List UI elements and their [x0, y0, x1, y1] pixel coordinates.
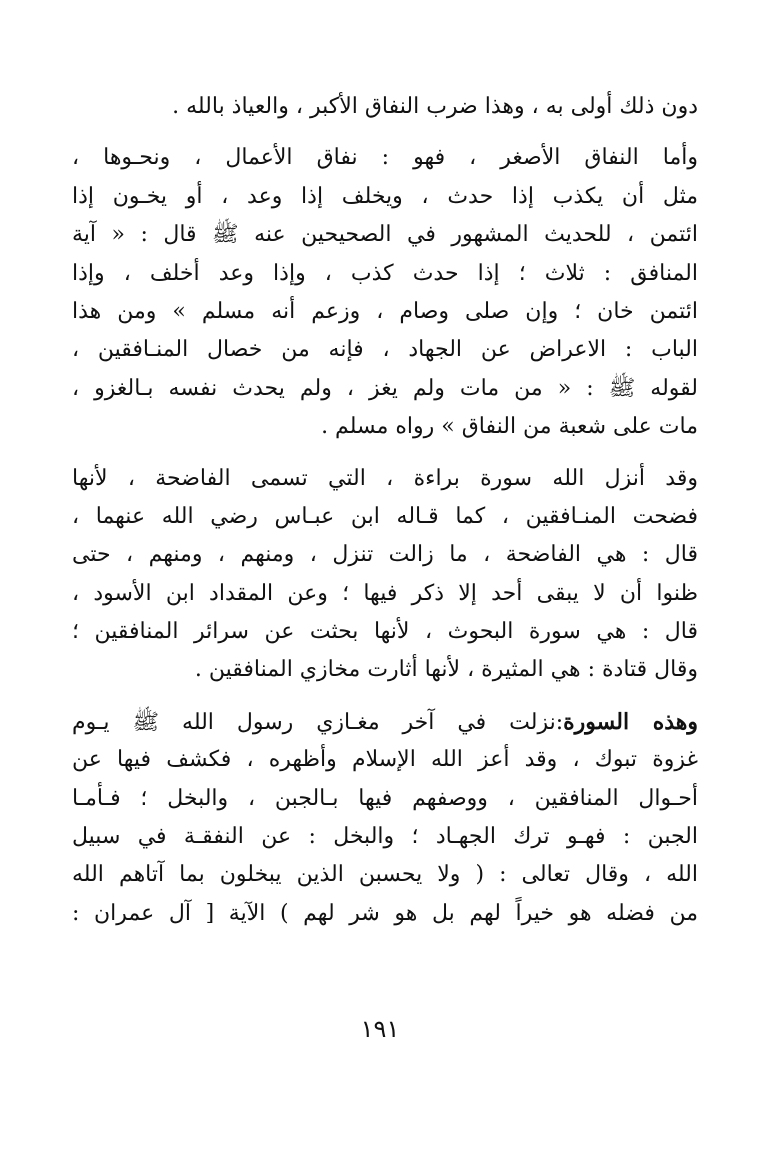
text-line: ائتمن خان ؛ وإن صلى وصام ، وزعم أنه مسلم » ومن هذا	[72, 298, 698, 324]
paragraph-4	[72, 703, 698, 933]
text-line	[72, 703, 698, 741]
text-line: الجبن : فهـو ترك الجهـاد ؛ والبخل : عن النفقـة في سبيل	[72, 824, 698, 850]
paragraph-1	[72, 88, 698, 126]
text-line: ظنوا أن لا يبقى أحد إلا ذكر فيها ؛ وعن المقداد ابن الأسود ،	[72, 580, 698, 606]
text-line: قال : هي سورة البحوث ، لأنها بحثت عن سرائر المنافقين ؛	[72, 619, 698, 645]
text-line: الله ، وقال تعالى : ( ولا يحسبن الذين يبخلون بما آتاهم الله	[72, 862, 698, 888]
text-line: المنافق : ثلاث ؛ إذا حدث كذب ، وإذا وعد أخلف ، وإذا	[72, 260, 698, 286]
paragraph-3	[72, 460, 698, 690]
text-line: مات على شعبة من النفاق » رواه مسلم .	[321, 414, 698, 440]
paragraph-2	[72, 139, 698, 446]
text-line: ائتمن ، للحديث المشهور في الصحيحين عنه ﷺ قال : « آية	[72, 222, 698, 248]
page-body	[72, 88, 698, 933]
bold-lead: وهذه السورة	[563, 708, 698, 735]
text-line: لقوله ﷺ : « من مات ولم يغز ، ولم يحدث نفسه بـالغزو ،	[72, 375, 698, 401]
text-line: غزوة تبوك ، وقد أعز الله الإسلام وأظهره ، فكشف فيها عن	[72, 747, 698, 773]
text-line: مثل أن يكذب إذا حدث ، ويخلف إذا وعد ، أو يخـون إذا	[72, 183, 698, 209]
text-line: دون ذلك أولى به ، وهذا ضرب النفاق الأكبر ، والعياذ بالله .	[172, 94, 698, 119]
text-line: من فضله هو خيراً لهم بل هو شر لهم ) الآية [ آل عمران :	[72, 900, 698, 926]
page-number: ١٩١	[360, 1015, 400, 1043]
text-line: الباب : الاعراض عن الجهاد ، فإنه من خصال المنـافقين ،	[72, 337, 698, 363]
text-line: وقد أنزل الله سورة براءة ، التي تسمى الفاضحة ، لأنها	[72, 465, 698, 491]
text-line-rest: :نزلت في آخر مغـازي رسول الله ﷺ يـوم	[72, 709, 564, 735]
text-line: وقال قتادة : هي المثيرة ، لأنها أثارت مخازي المنافقين .	[194, 657, 698, 683]
text-line: أحـوال المنافقين ، ووصفهم فيها بـالجبن ، والبخل ؛ فـأمـا	[72, 785, 698, 811]
text-line: فضحت المنـافقين ، كما قـاله ابن عبـاس رضي الله عنهما ،	[72, 503, 698, 529]
text-line: قال : هي الفاضحة ، ما زالت تنزل ، ومنهم ، ومنهم ، حتى	[72, 542, 698, 568]
text-line: وأما النفاق الأصغر ، فهو : نفاق الأعمال ، ونحـوها ،	[72, 145, 698, 171]
